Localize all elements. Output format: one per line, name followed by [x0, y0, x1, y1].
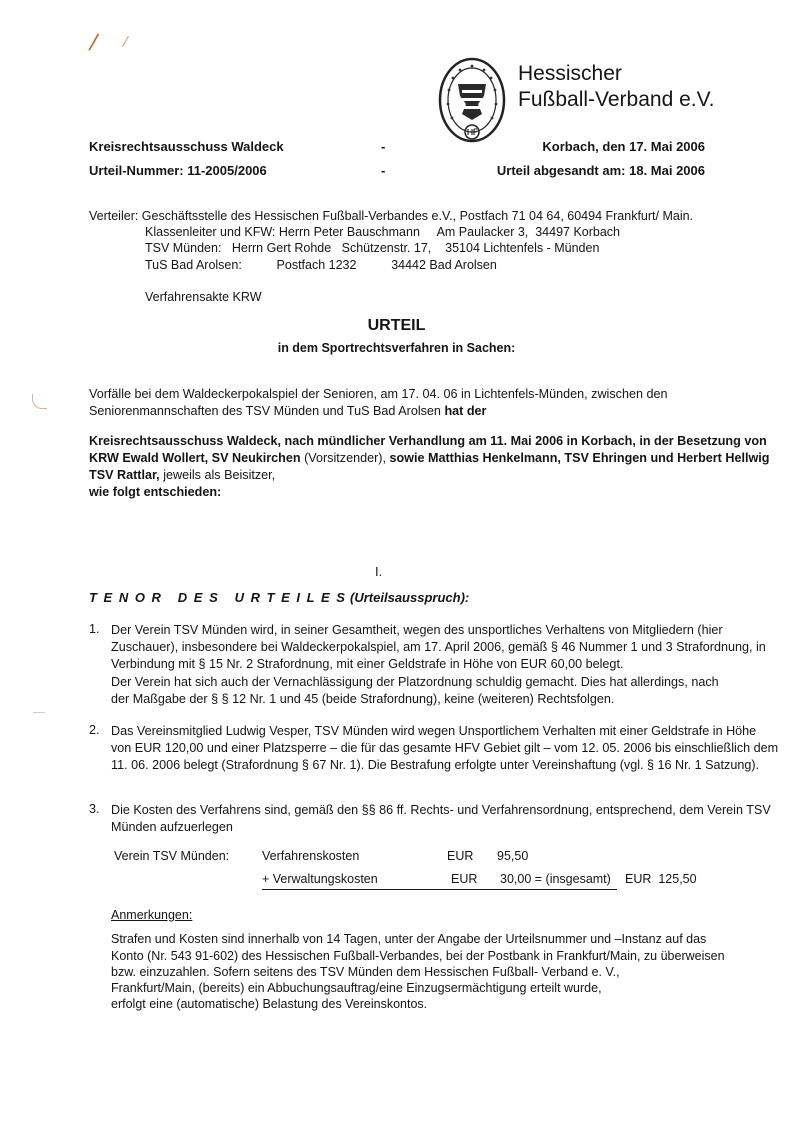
scan-mark [32, 394, 47, 409]
court-paragraph: Kreisrechtsausschuss Waldeck, nach mündlicher Verhandlung am 11. Mai 2006 in Korbach, in der Besetzung von KRW Ewald Wollert, SV Neukirchen (Vorsitzender), sowie Matthias Henkelmann, TSV Ehringen und Herbert Hellwig TSV Rattlar, jeweils als Beisitzer, wie folgt entschieden: [89, 434, 770, 499]
cost-party: Verein TSV Münden: [114, 849, 230, 863]
hfv-logo-emblem [438, 56, 506, 148]
intro-paragraph: Vorfälle bei dem Waldeckerpokalspiel der Senioren, am 17. 04. 06 in Lichtenfels-Münden, zwischen den Seniorenmannschaften des TSV Münden und TuS Bad Arolsen hat der [89, 387, 668, 418]
verdict-number: Urteil-Nummer: 11-2005/2006 [89, 163, 267, 178]
cost-amount: 95,50 [497, 849, 529, 863]
item-number: 3. [89, 802, 100, 816]
distribution-line: TuS Bad Arolsen: Postfach 1232 34442 Bad Arolsen [145, 258, 497, 272]
sent-date: Urteil abgesandt am: 18. Mai 2006 [496, 163, 705, 178]
date-line: Korbach, den 17. Mai 2006 [542, 139, 705, 154]
section-number: I. [375, 564, 383, 579]
notes-line: Frankfurt/Main, (bereits) ein Abbuchungsauftrag/eine Einzugsermächtigung erteilt wurde, [111, 981, 602, 995]
distribution-line: TSV Münden: Herrn Gert Rohde Schützenstr. 17, 35104 Lichtenfels - Münden [145, 241, 600, 255]
item-text: Die Kosten des Verfahrens sind, gemäß den §§ 86 ff. Rechts- und Verfahrensordnung, entsprechend, dem Verein TSV Münden aufzuerlegen [111, 803, 771, 834]
notes-line: Strafen und Kosten sind innerhalb von 14 Tagen, unter der Angabe der Urteilsnummer und –Instanz auf das [111, 932, 707, 946]
cost-currency: EUR [451, 872, 478, 886]
item-note: Der Verein hat sich auch der Vernachlässigung der Platzordnung schuldig gemacht. Dies hat allerdings, nach der Maßgabe der § § 12 Nr. 1 und 45 (beide Strafordnung), keine (weiteren) Rechtsfolgen. [111, 675, 744, 706]
header-dash: - [381, 139, 386, 154]
item-text: Das Vereinsmitglied Ludwig Vesper, TSV Münden wird wegen Unsportlichem Verhalten mit einer Geldstrafe in Höhe von EUR 120,00 und einer Platzsperre – die für das gesamte HFV Gebiet gilt – vom 12. 05. 2006 bis einschließlich dem 11. 06. 2006 belegt (Strafordnung § 67 Nr. 1). Die Bestrafung erfolgte unter Vereinshaftung (vgl. § 16 Nr. 1 Satzung). [111, 724, 779, 772]
handwritten-mark: / [87, 29, 100, 56]
distribution-line: Klassenleiter und KFW: Herrn Peter Bauschmann Am Paulacker 3, 34497 Korbach [145, 225, 621, 239]
handwritten-mark: / [121, 33, 130, 51]
item-number: 2. [89, 723, 100, 737]
distribution-line: Verteiler: Geschäftsstelle des Hessischen Fußball-Verbandes e.V., Postfach 71 04 64, 60494 Frankfurt/ Main. [89, 209, 694, 223]
scan-mark [33, 712, 45, 713]
cost-currency: EUR [447, 849, 474, 863]
header-dash: - [381, 163, 386, 178]
committee-name: Kreisrechtsausschuss Waldeck [89, 139, 284, 154]
notes-line: Konto (Nr. 543 91-602) des Hessischen Fußball-Verbandes, bei der Postbank in Frankfurt/Main, zu überweisen [111, 949, 725, 963]
cost-label: + Verwaltungskosten [262, 872, 378, 886]
cost-amount: 30,00 = (insgesamt) [500, 872, 611, 886]
org-name-line2: Fußball-Verband e.V. [518, 88, 715, 111]
tenor-heading: T E N O R D E S U R T E I L E S (Urteilsausspruch): [89, 590, 470, 605]
org-name-line1: Hessischer [518, 62, 622, 85]
notes-heading: Anmerkungen: [111, 908, 193, 922]
cost-label: Verfahrenskosten [262, 849, 360, 863]
item-number: 1. [89, 622, 100, 636]
case-file-line: Verfahrensakte KRW [145, 290, 262, 304]
notes-line: erfolgt eine (automatische) Belastung des Vereinskontos. [111, 997, 428, 1011]
notes-line: bzw. einzuzahlen. Sofern seitens des TSV Münden dem Hessischen Fußball- Verband e. V., [111, 965, 620, 979]
cost-total: EUR 125,50 [625, 872, 697, 886]
document-subtitle: in dem Sportrechtsverfahren in Sachen: [277, 341, 516, 355]
item-text: Der Verein TSV Münden wird, in seiner Gesamtheit, wegen des unsportliches Verhaltens von Mitgliedern (hier Zuschauer), insbesondere bei Waldeckerpokalspiel, am 17. April 2006, gemäß § 46 Nummer 1 und 3 Strafordnung, in Verbindung mit § 15 Nr. 2 Strafordnung, mit einer Geldstrafe in Höhe von EUR 60,00 belegt. [111, 623, 766, 671]
document-title: URTEIL [367, 317, 426, 334]
